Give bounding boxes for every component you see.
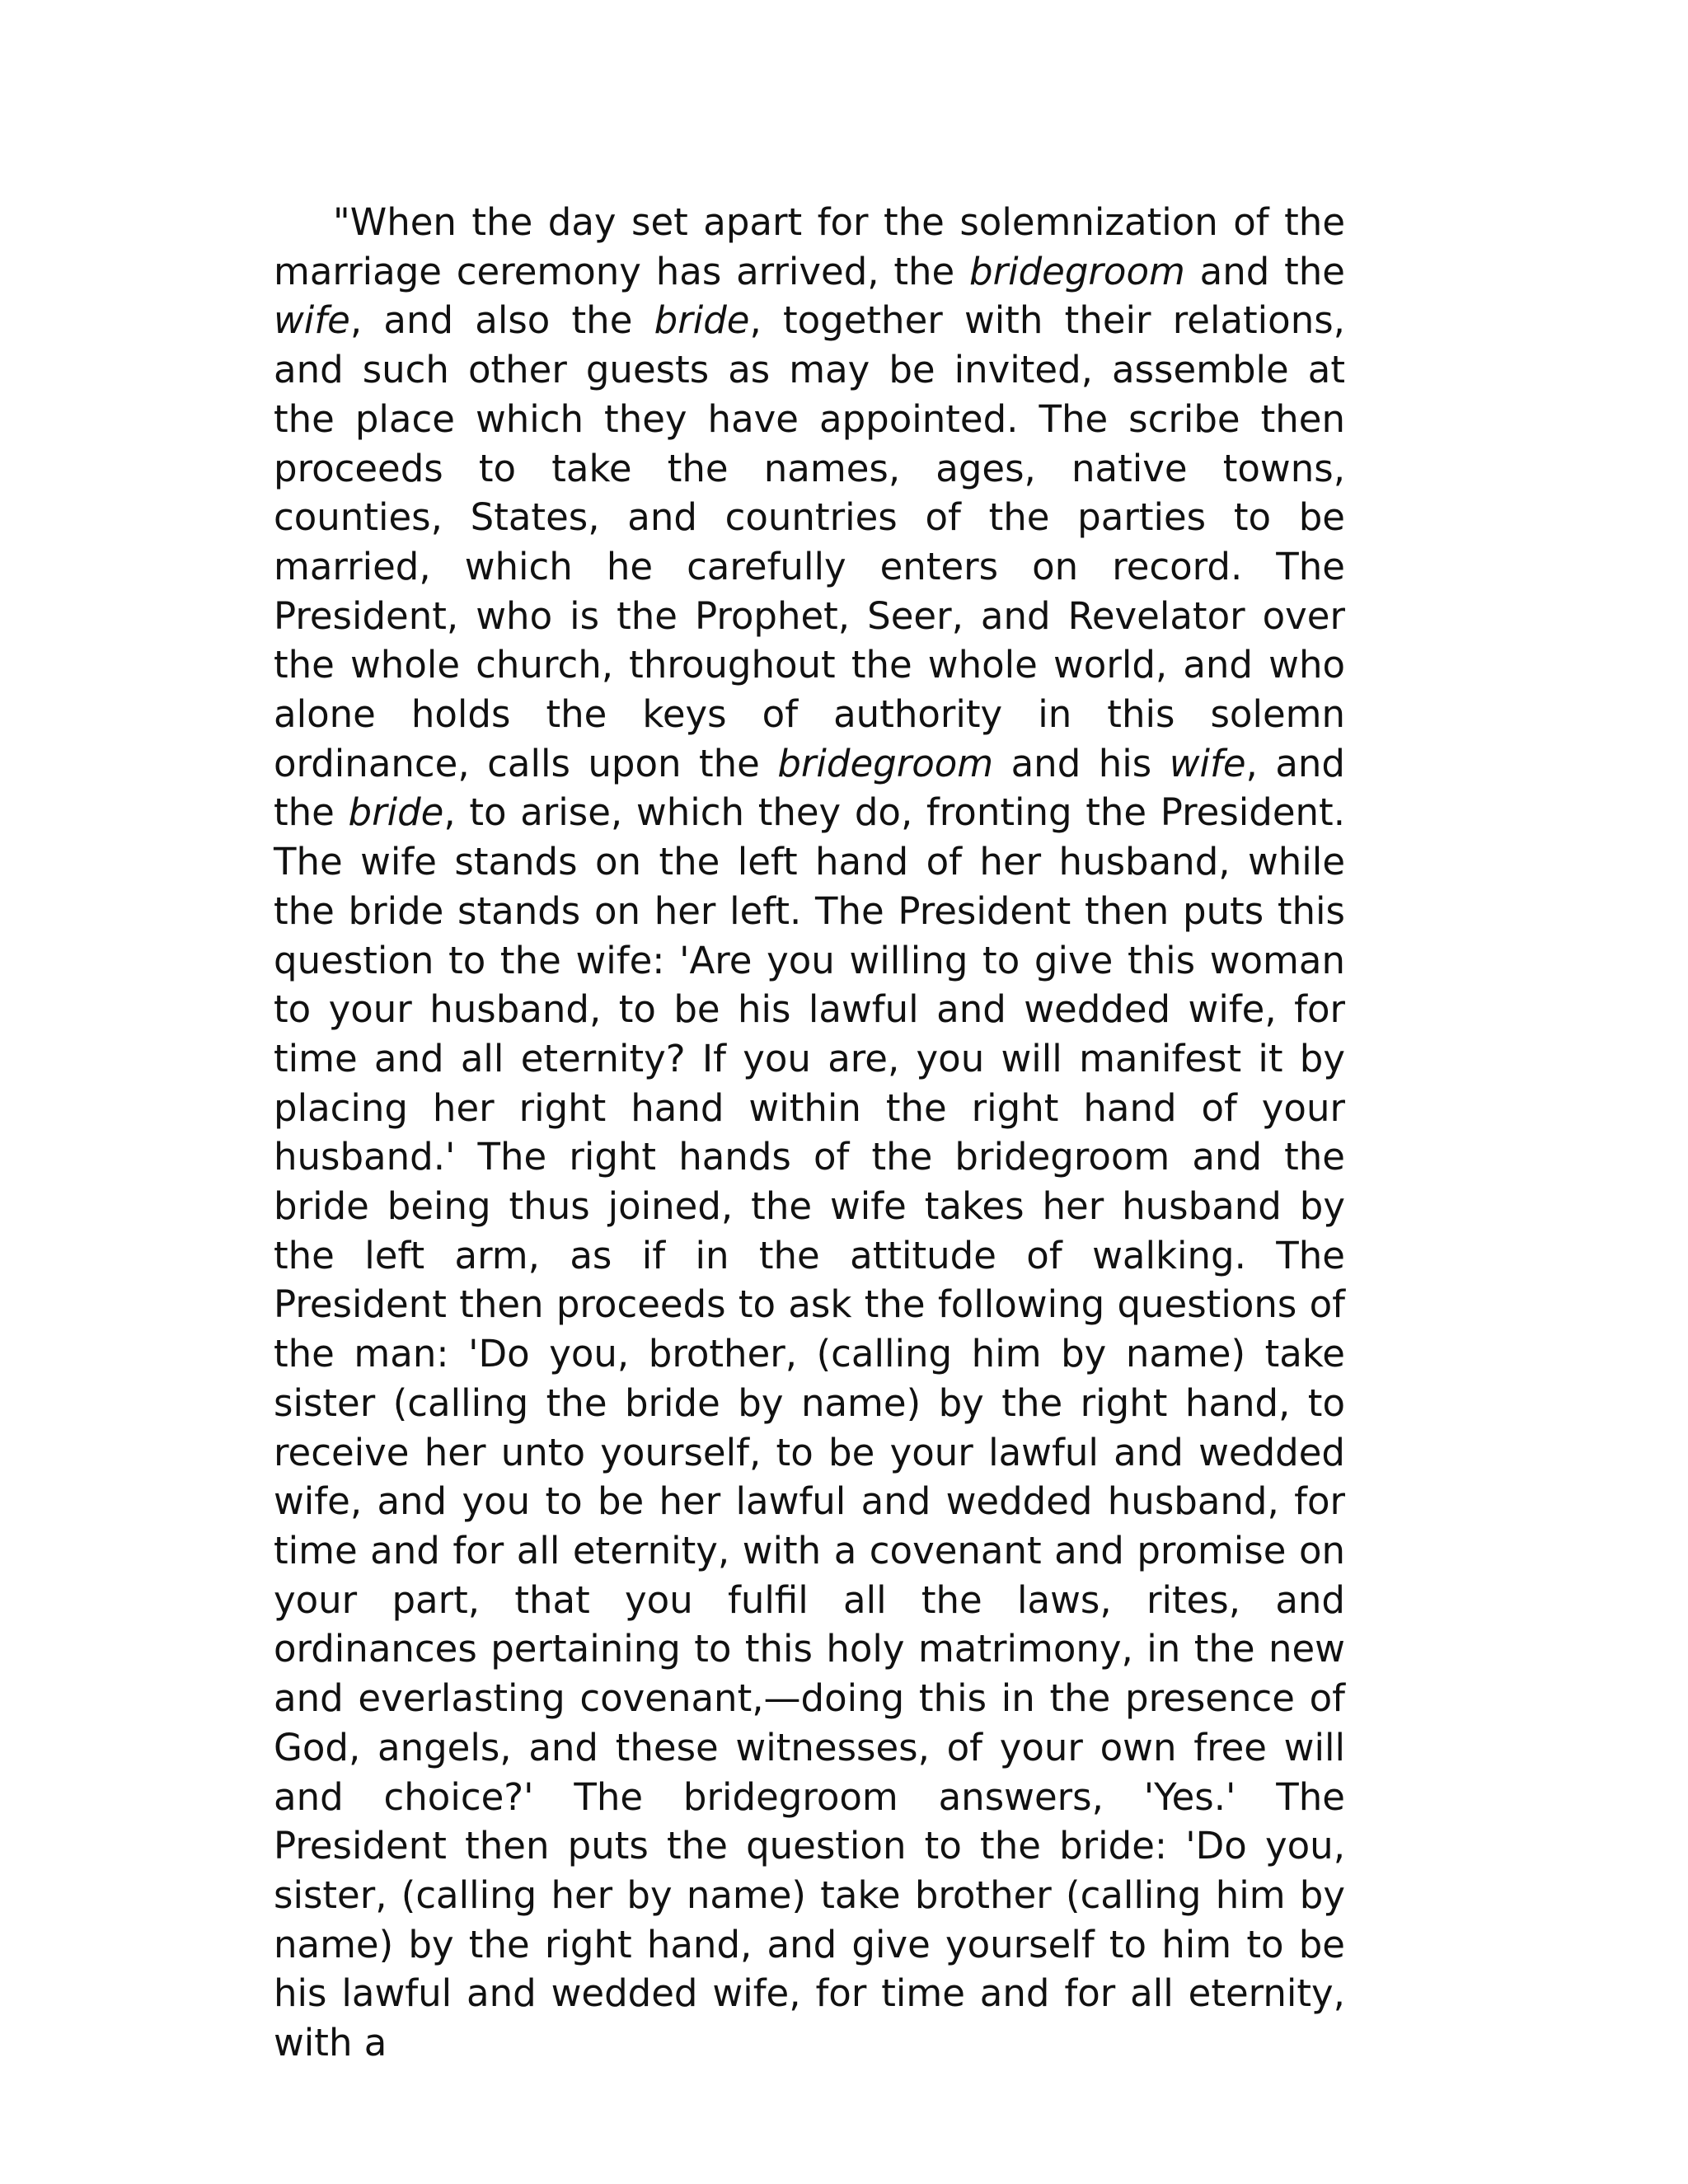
italic-term-wife: wife (1169, 741, 1246, 785)
italic-term-bridegroom: bridegroom (969, 249, 1185, 293)
text-run: , and the (274, 741, 1345, 835)
text-run: , to arise, which they do, fronting the President. The wife stands on the left hand of her husband, while the bride stands on her left. The President then puts this question to the wife: 'Are you willing to give this woman to your husband, to be his lawful and wedded wife, for time and all eternity? If you are, you will manifest it by placing her right hand within the right hand of your husband.' The right hands of the bridegroom and the bride being thus joined, the wife takes her husband by the left arm, as if in the attitude of walking. The President then proceeds to ask the following questions of the man: 'Do you, brother, (calling him by name) take sister (calling the bride by name) by the right hand, to receive her unto yourself, to be your lawful and wedded wife, and you to be her lawful and wedded husband, for time and for all eternity, with a covenant and promise on your part, that you fulfil all the laws, rites, and ordinances pertaining to this holy matrimony, in the new and everlasting covenant,—doing this in the presence of God, angels, and these witnesses, of your own free will and choice?' The bridegroom answers, 'Yes.' The President then puts the question to the bride: 'Do you, sister, (calling her by name) take brother (calling him by name) by the right hand, and give yourself to him to be his lawful and wedded wife, for time and for all eternity, with a (274, 790, 1345, 2065)
text-run: and the (1184, 249, 1345, 293)
italic-term-bride: bride (654, 298, 750, 343)
text-run: , and also the (349, 298, 654, 343)
body-paragraph (274, 198, 1345, 2068)
italic-term-bride: bride (348, 790, 444, 835)
text-run: "When the day set apart for the solemnization of the marriage ceremony has arrived, the (274, 200, 1345, 293)
italic-term-bridegroom: bridegroom (777, 741, 994, 785)
italic-term-wife: wife (274, 298, 350, 343)
text-run: , together with their relations, and such other guests as may be invited, assemble at the place which they have appointed. The scribe then proceeds to take the names, ages, native towns, counties, States, and countries of the parties to be married, which he carefully enters on record. The President, who is the Prophet, Seer, and Revelator over the whole church, throughout the whole world, and who alone holds the keys of authority in this solemn ordinance, calls upon the (274, 298, 1345, 785)
text-run: and his (993, 741, 1170, 785)
